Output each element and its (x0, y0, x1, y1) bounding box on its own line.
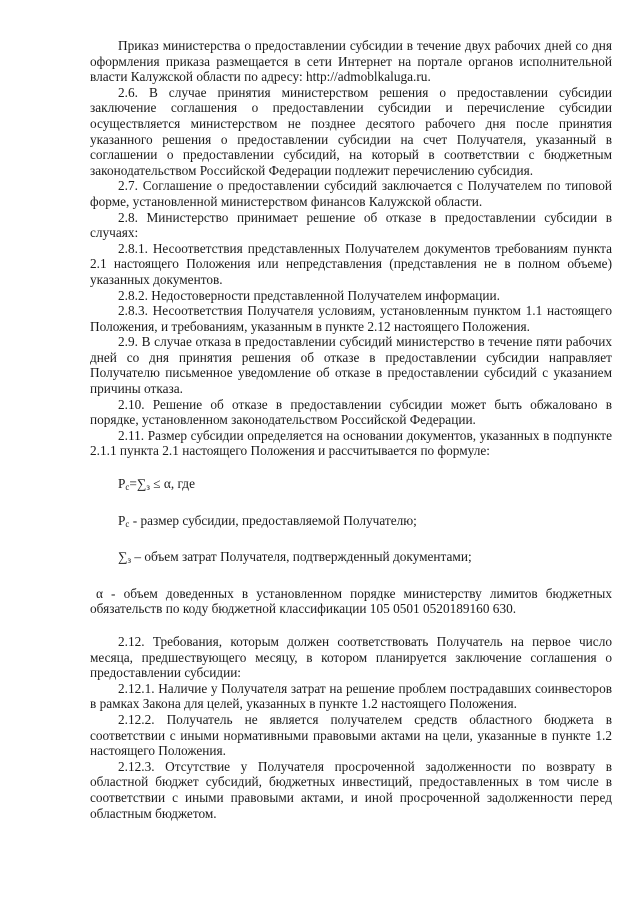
paragraph-2-12: 2.12. Требования, которым должен соответствовать Получатель на первое число месяца, предшествующего месяцу, в котором планируется заключение соглашения о предоставлении субсидии: (90, 634, 612, 681)
definition-alpha: α - объем доведенных в установленном порядке министерству лимитов бюджетных обязательств по коду бюджетной классификации 105 0501 0520189160 630. (90, 585, 612, 617)
paragraph-2-12-2: 2.12.2. Получатель не является получателем средств областного бюджета в соответствии с иными нормативными правовыми актами на цели, указанные в пункте 1.2 настоящего Положения. (90, 711, 612, 759)
paragraph-2-8-3: 2.8.3. Несоответствия Получателя условиям, установленным пунктом 1.1 настоящего Положения, и требованиям, указанным в пункте 2.12 настоящего Положения. (90, 303, 612, 334)
paragraph-2-6: 2.6. В случае принятия министерством решения о предоставлении субсидии заключение соглашения о предоставлении субсидии и перечисление субсидии осуществляется министерством не позднее десятого рабочего дня после принятия указанного решения о предоставлении субсидии на счет Получателя, указанный в соглашении о предоставлении субсидий, на который в соответствии с бюджетным законодательством Российской Федерации подлежит перечислению субсидия. (90, 84, 612, 178)
paragraph-2-12-3: 2.12.3. Отсутствие у Получателя просроченной задолженности по возврату в областной бюджет субсидий, бюджетных инвестиций, предоставленных в том числе в соответствии с иными правовыми актами, и иной просроченной задолженности перед областным бюджетом. (90, 758, 612, 821)
paragraph-2-11: 2.11. Размер субсидии определяется на основании документов, указанных в подпункте 2.1.1 пункта 2.1 настоящего Положения и рассчитывается по формуле: (90, 427, 612, 459)
paragraph-2-8-2: 2.8.2. Недостоверности представленной Получателем информации. (118, 287, 500, 303)
paragraph-2-8-1: 2.8.1. Несоответствия представленных Получателем документов требованиям пункта 2.1 настоящего Положения или непредставления (представления не в полном объеме) указанных документов. (90, 240, 612, 287)
paragraph-2-12-1: 2.12.1. Наличие у Получателя затрат на решение проблем пострадавших соинвесторов в рамках Закона для целей, указанных в пункте 1.2 настоящего Положения. (90, 680, 612, 712)
paragraph-2-9: 2.9. В случае отказа в предоставлении субсидий министерство в течение пяти рабочих дней со дня принятия решения об отказе в предоставлении субсидии направляет Получателю письменное уведомление об отказе в предоставлении субсидий с указанием причины отказа. (90, 334, 612, 397)
paragraph-2-8: 2.8. Министерство принимает решение об отказе в предоставлении субсидии в случаях: (90, 209, 612, 241)
subsidy-formula: $Р_с=\sum_з \le \alpha$, где (118, 476, 195, 493)
paragraph-2-7: 2.7. Соглашение о предоставлении субсидий заключается с Получателем по типовой форме, установленной министерством финансов Калужской области. (90, 178, 612, 209)
definition-sum: $\sum_з$ – объем затрат Получателя, подтвержденный документами; (118, 549, 472, 566)
paragraph-2-10: 2.10. Решение об отказе в предоставлении субсидии может быть обжаловано в порядке, установленном законодательством Российской Федерации. (90, 396, 612, 428)
paragraph-order-publication: Приказ министерства о предоставлении субсидии в течение двух рабочих дней со дня оформления приказа размещается в сети Интернет на портале органов исполнительной власти Калужской области по адресу: http://admoblkaluga.ru. (90, 38, 612, 85)
definition-pc: $Р_с$ - размер субсидии, предоставляемой Получателю; (118, 512, 417, 529)
document-body (90, 38, 612, 821)
